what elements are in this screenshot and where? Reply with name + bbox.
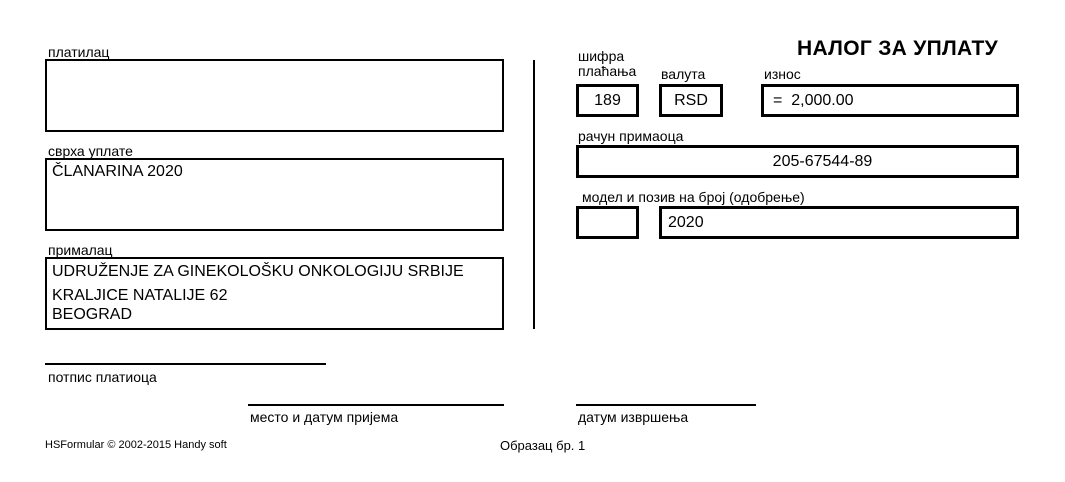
- signature-line: [45, 363, 326, 365]
- reference-label: модел и позив на број (одобрење): [582, 189, 805, 205]
- reference-number-field[interactable]: [659, 206, 1019, 239]
- reference-model-field[interactable]: [576, 206, 639, 239]
- signature-label: потпис платиоца: [48, 369, 157, 385]
- payment-code-value: 189: [594, 92, 621, 109]
- amount-label: износ: [764, 66, 801, 82]
- place-date-line: [248, 404, 504, 406]
- payer-field[interactable]: [45, 59, 504, 132]
- purpose-value: ČLANARINA 2020: [52, 163, 183, 180]
- currency-value: RSD: [674, 92, 708, 109]
- currency-field[interactable]: [659, 84, 723, 117]
- currency-label: валута: [661, 66, 706, 82]
- recipient-field[interactable]: [45, 257, 504, 330]
- execution-date-line: [576, 404, 756, 406]
- account-label: рачун примаоца: [578, 128, 684, 144]
- execution-date-label: датум извршења: [578, 409, 689, 425]
- column-divider: [533, 60, 535, 329]
- account-value: 205-67544-89: [772, 153, 873, 170]
- reference-number-value: 2020: [668, 214, 704, 231]
- recipient-label: прималац: [48, 242, 113, 258]
- payment-code-label-1: шифра: [578, 48, 625, 64]
- amount-field[interactable]: [761, 84, 1019, 117]
- payment-code-label-2: плаћања: [578, 63, 637, 79]
- purpose-label: сврха уплате: [48, 143, 133, 159]
- purpose-field[interactable]: [45, 158, 504, 231]
- place-date-label: место и датум пријема: [250, 409, 399, 425]
- payer-value: [47, 61, 502, 67]
- account-field[interactable]: [576, 145, 1019, 178]
- reference-model-value: [579, 209, 636, 213]
- footer-form-number: Образац бр. 1: [500, 438, 586, 453]
- recipient-line1: UDRUŽENJE ZA GINEKOLOŠKU ONKOLOGIJU SRBIJE: [52, 263, 464, 280]
- form-title: НАЛОГ ЗА УПЛАТУ: [797, 37, 998, 60]
- recipient-line3: BEOGRAD: [52, 306, 133, 323]
- recipient-line2: KRALJICE NATALIJE 62: [52, 287, 228, 304]
- footer-copyright: HSFormular © 2002-2015 Handy soft: [45, 439, 227, 451]
- payer-label: платилац: [48, 44, 110, 60]
- amount-value: = 2,000.00: [773, 92, 854, 109]
- payment-code-field[interactable]: [576, 84, 639, 117]
